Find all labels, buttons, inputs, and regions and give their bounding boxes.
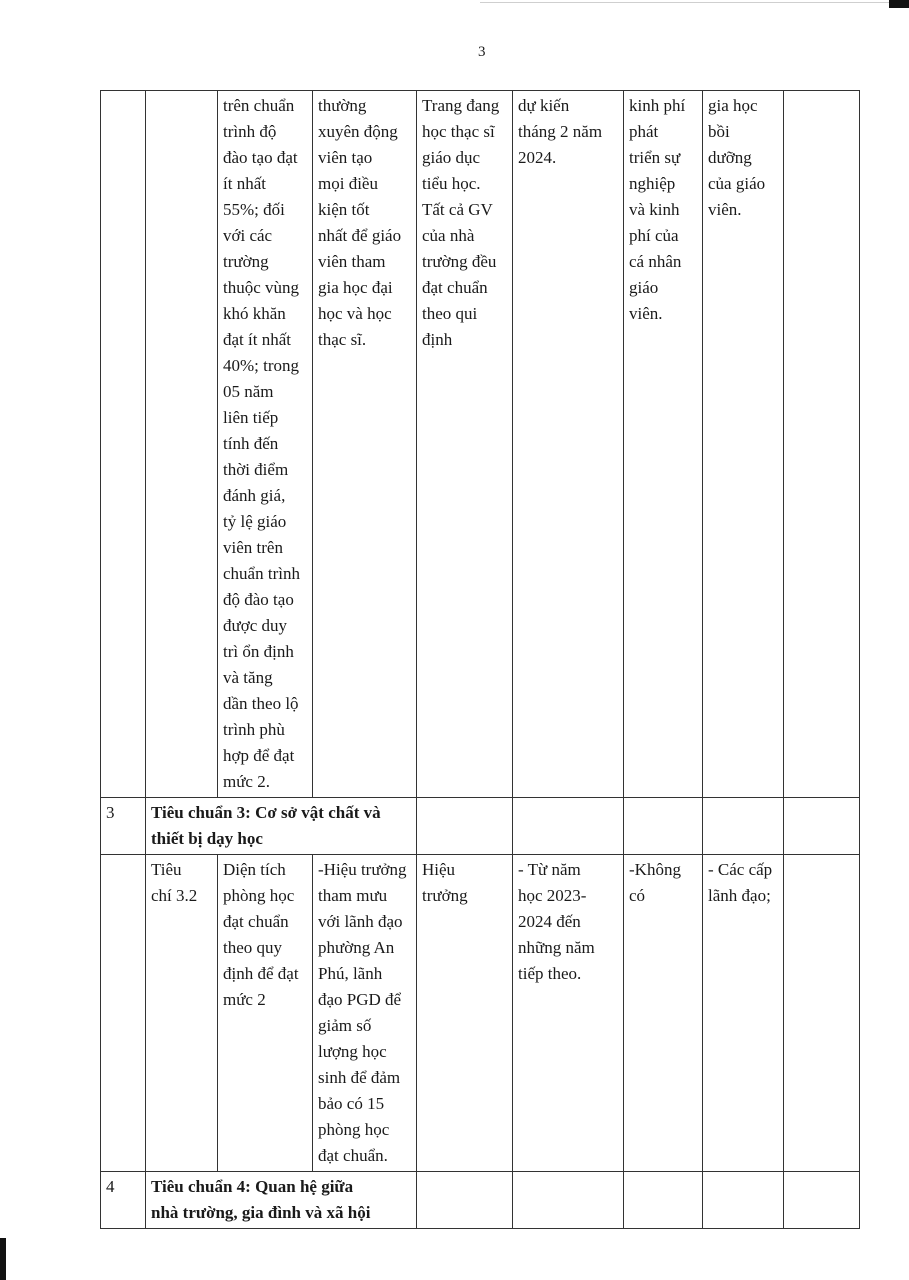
table-cell: - Các cấp lãnh đạo; — [703, 855, 784, 1172]
table-row — [101, 855, 860, 1172]
standard-row — [101, 798, 860, 855]
table-cell: trên chuẩn trình độ đào tạo đạt ít nhất 55%; đối với các trường thuộc vùng khó khăn đạt ít nhất 40%; trong 05 năm liên tiếp tính đến thời điểm đánh giá, tỷ lệ giáo viên trên chuẩn trình độ đào tạo được duy trì ổn định và tăng dần theo lộ trình phù hợp để đạt mức 2. — [218, 91, 313, 798]
table-cell — [624, 1172, 703, 1229]
standard-number: 4 — [101, 1172, 146, 1229]
table-cell — [784, 1172, 860, 1229]
table-cell — [624, 798, 703, 855]
page-number: 3 — [478, 44, 486, 60]
table-cell: -Không có — [624, 855, 703, 1172]
table-cell: dự kiến tháng 2 năm 2024. — [513, 91, 624, 798]
table-cell — [513, 1172, 624, 1229]
scan-artifact-line — [480, 2, 909, 3]
plan-table — [100, 90, 860, 1229]
table-cell — [784, 91, 860, 798]
table-cell — [146, 91, 218, 798]
table-cell: kinh phí phát triển sự nghiệp và kinh phí của cá nhân giáo viên. — [624, 91, 703, 798]
table-cell: - Từ năm học 2023- 2024 đến những năm tiếp theo. — [513, 855, 624, 1172]
table-cell — [101, 91, 146, 798]
scan-artifact-corner — [889, 0, 909, 8]
table-cell: -Hiệu trưởng tham mưu với lãnh đạo phường An Phú, lãnh đạo PGD để giảm số lượng học sinh để đảm bảo có 15 phòng học đạt chuẩn. — [313, 855, 417, 1172]
standard-row — [101, 1172, 860, 1229]
table-row — [101, 91, 860, 798]
table-cell: Hiệu trưởng — [417, 855, 513, 1172]
table-cell — [417, 798, 513, 855]
table-cell: Trang đang học thạc sĩ giáo dục tiểu học. Tất cả GV của nhà trường đều đạt chuẩn theo qui định — [417, 91, 513, 798]
standard-title: Tiêu chuẩn 3: Cơ sở vật chất và thiết bị dạy học — [146, 798, 417, 855]
table-cell — [784, 855, 860, 1172]
table-cell — [417, 1172, 513, 1229]
table-cell — [101, 855, 146, 1172]
standard-number: 3 — [101, 798, 146, 855]
table-cell: gia học bồi dưỡng của giáo viên. — [703, 91, 784, 798]
table-cell — [703, 798, 784, 855]
table-cell — [703, 1172, 784, 1229]
scan-artifact-edge — [0, 1238, 6, 1280]
table-cell: Diện tích phòng học đạt chuẩn theo quy định để đạt mức 2 — [218, 855, 313, 1172]
table-cell — [513, 798, 624, 855]
criterion-label: Tiêu chí 3.2 — [146, 855, 218, 1172]
standard-title: Tiêu chuẩn 4: Quan hệ giữa nhà trường, gia đình và xã hội — [146, 1172, 417, 1229]
table-cell — [784, 798, 860, 855]
table-cell: thường xuyên động viên tạo mọi điều kiện tốt nhất để giáo viên tham gia học đại học và học thạc sĩ. — [313, 91, 417, 798]
